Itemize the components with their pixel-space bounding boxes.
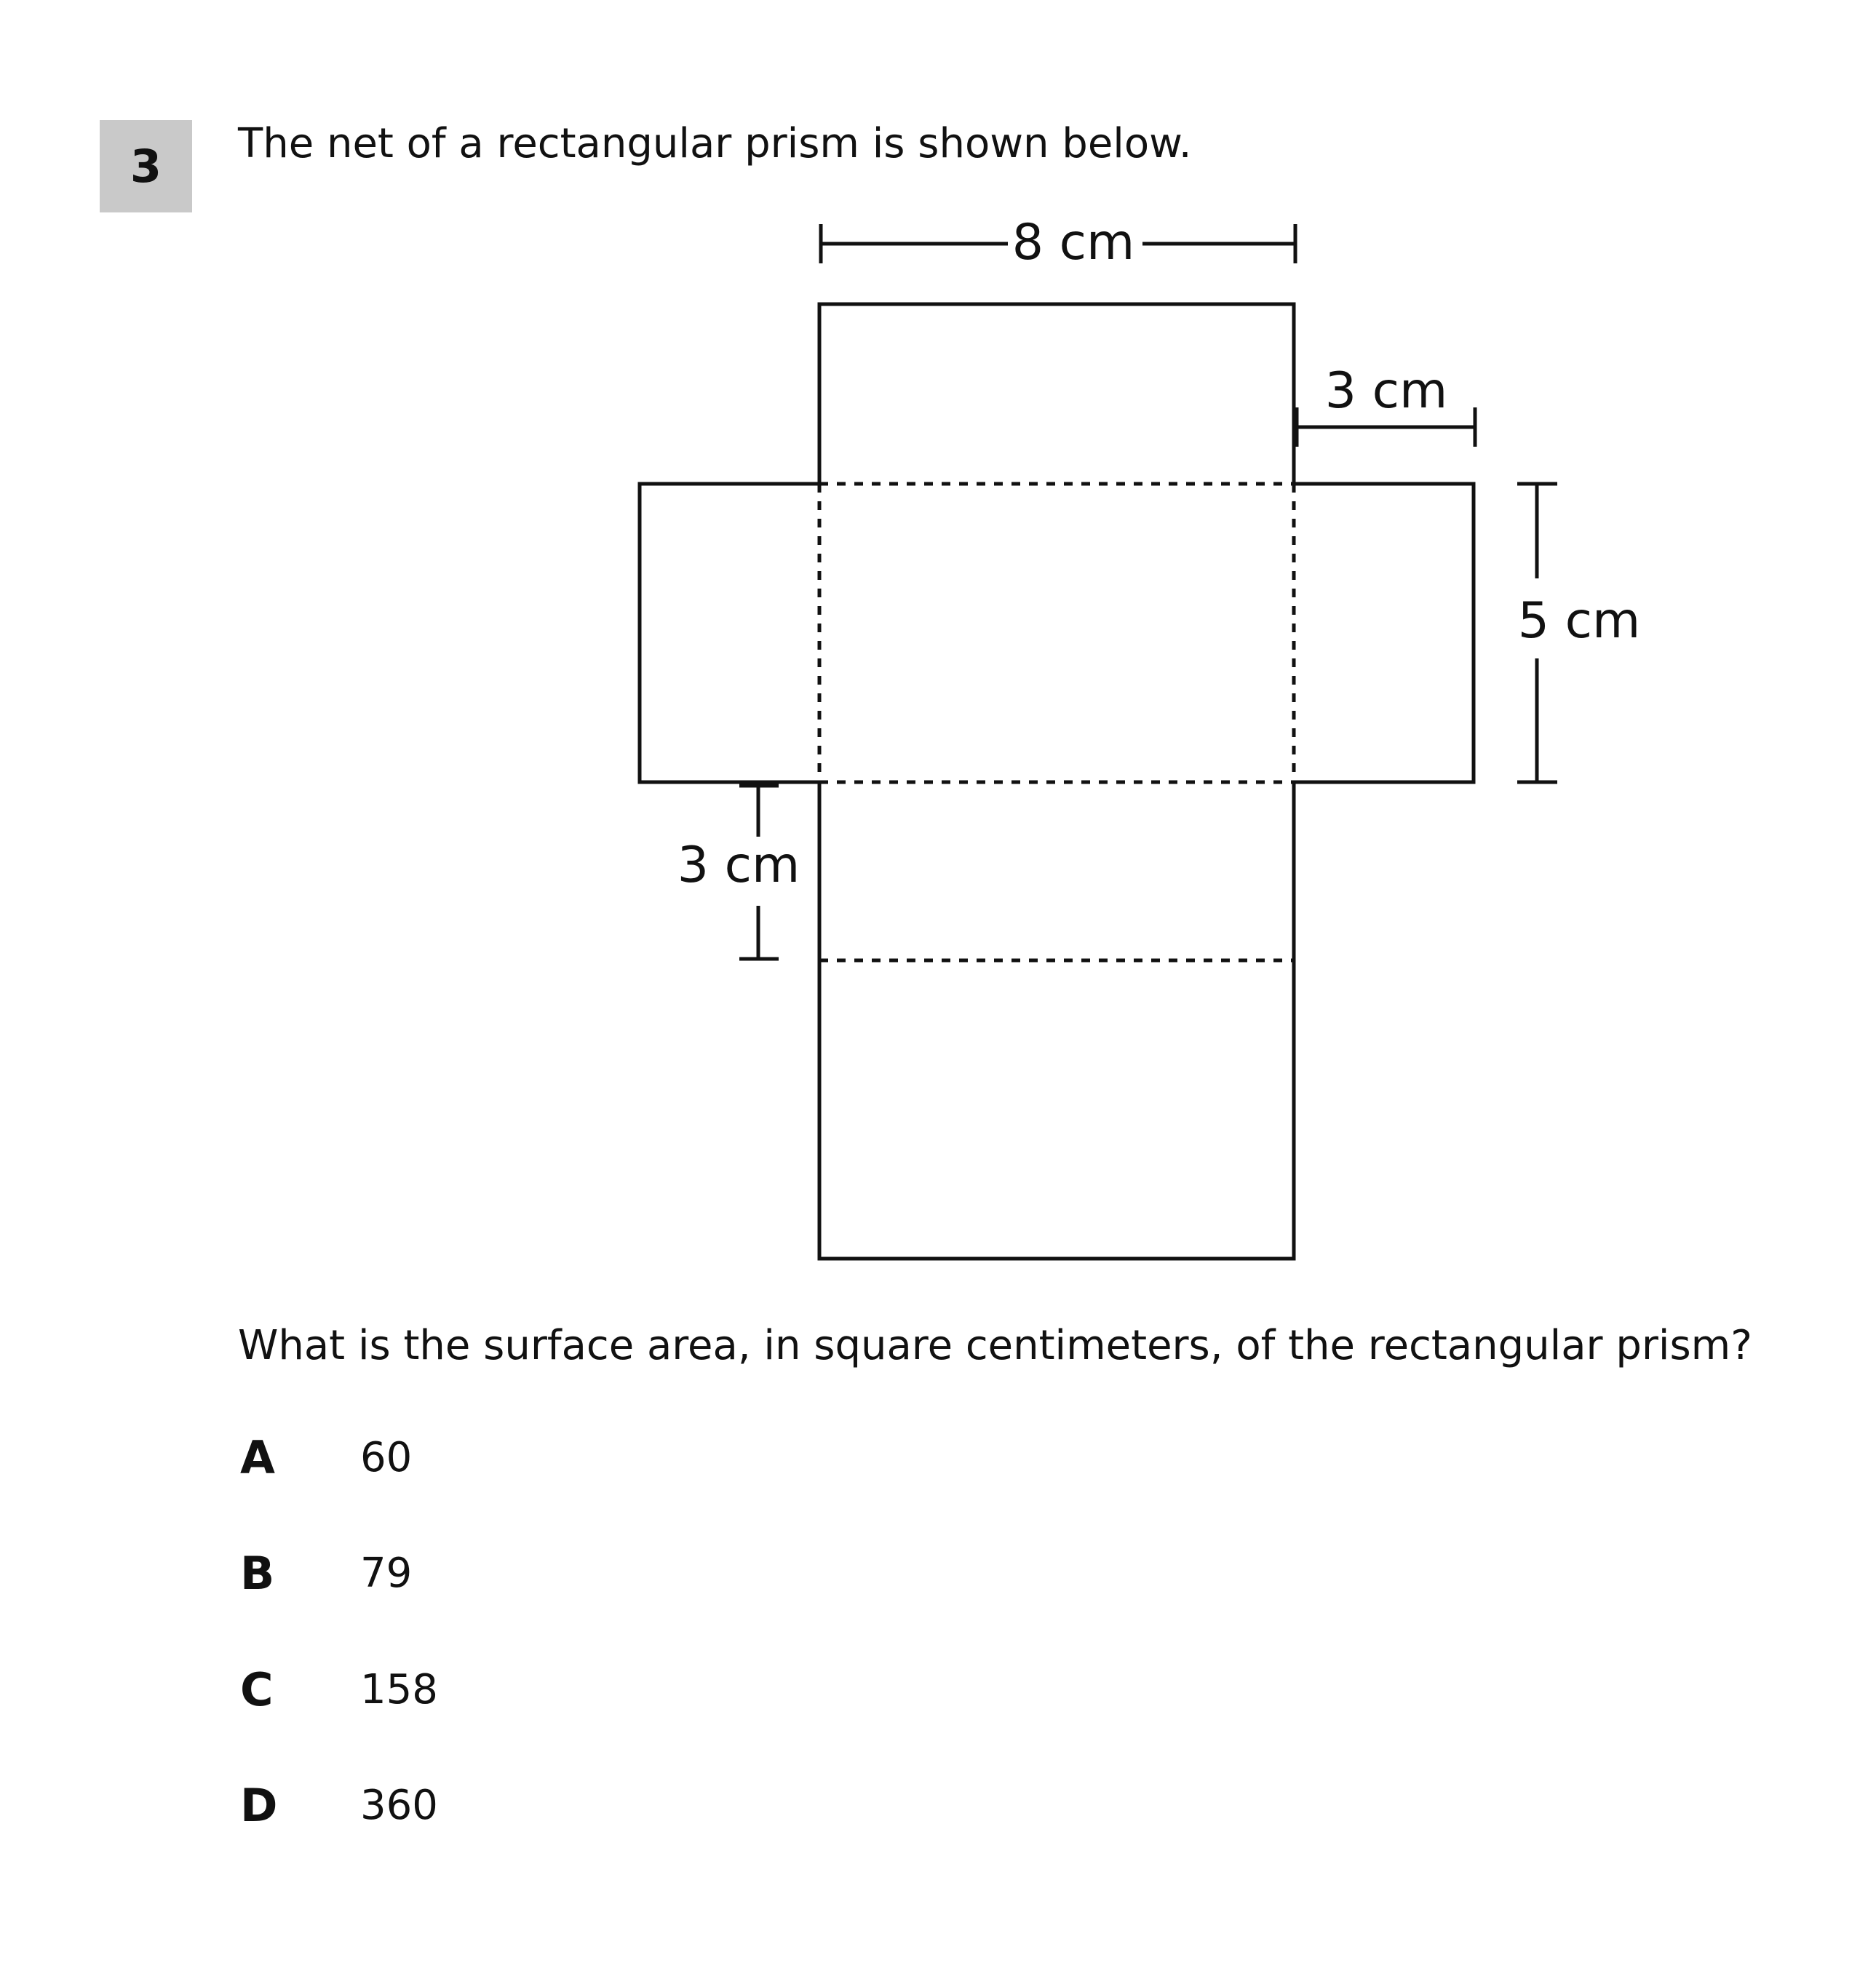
question-number: 3 — [100, 120, 192, 212]
dim-5cm-label: 5 cm — [1517, 592, 1641, 650]
choice-letter: D — [240, 1778, 278, 1832]
choice-letter: B — [240, 1546, 275, 1600]
dim-3cm-right-label: 3 cm — [1324, 362, 1448, 420]
choice-letter: C — [240, 1662, 274, 1716]
choice-value: 360 — [360, 1781, 438, 1829]
net-outline — [640, 304, 1474, 1259]
question-stem: The net of a rectangular prism is shown below. — [238, 120, 1192, 167]
dim-3cm-left-label: 3 cm — [677, 837, 800, 894]
choice-b[interactable] — [240, 1544, 412, 1602]
choice-value: 60 — [360, 1433, 413, 1481]
dim-8cm-label: 8 cm — [1011, 214, 1135, 271]
choice-letter: A — [240, 1430, 275, 1484]
choice-d[interactable] — [240, 1776, 438, 1834]
choice-value: 79 — [360, 1549, 413, 1597]
question-prompt: What is the surface area, in square centimeters, of the rectangular prism? — [238, 1322, 1752, 1369]
choice-c[interactable] — [240, 1660, 438, 1718]
choice-value: 158 — [360, 1665, 438, 1713]
choice-a[interactable] — [240, 1428, 412, 1486]
